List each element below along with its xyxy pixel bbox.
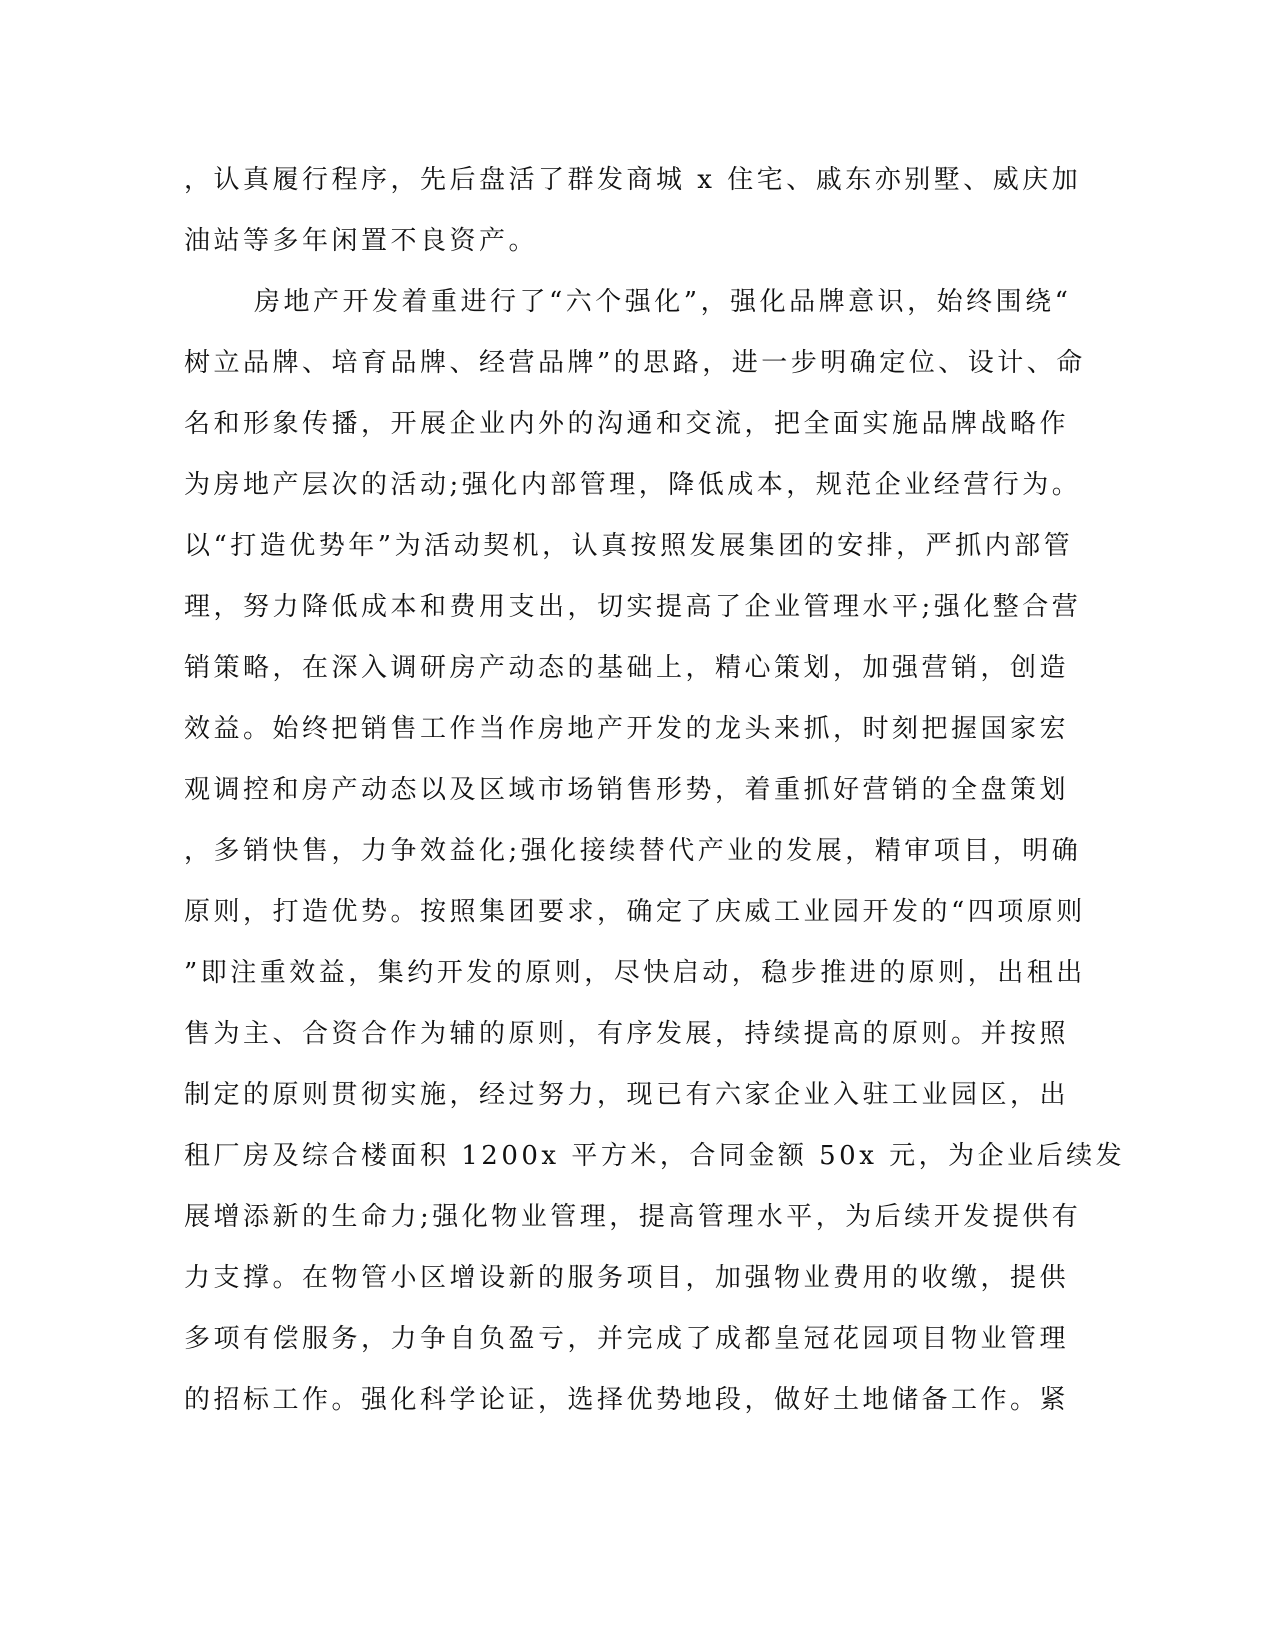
text-line: 名和形象传播，开展企业内外的沟通和交流，把全面实施品牌战略作 bbox=[184, 409, 1070, 439]
text-line: 油站等多年闲置不良资产。 bbox=[184, 226, 539, 256]
text-line: 原则，打造优势。按照集团要求，确定了庆威工业园开发的“四项原则 bbox=[184, 897, 1086, 927]
text-line: 以“打造优势年”为活动契机，认真按照发展集团的安排，严抓内部管 bbox=[184, 531, 1074, 561]
text-line: 效益。始终把销售工作当作房地产开发的龙头来抓，时刻把握国家宏 bbox=[184, 714, 1070, 744]
text-line: ”即注重效益，集约开发的原则，尽快启动，稳步推进的原则，出租出 bbox=[184, 958, 1086, 988]
text-line: 理，努力降低成本和费用支出，切实提高了企业管理水平;强化整合营 bbox=[184, 592, 1082, 622]
text-line: ，认真履行程序，先后盘活了群发商城 x 住宅、戚东亦别墅、威庆加 bbox=[184, 165, 1082, 195]
paragraph-first-line: 房地产开发着重进行了“六个强化”，强化品牌意识，始终围绕“ bbox=[254, 287, 1072, 317]
text-line: 观调控和房产动态以及区域市场销售形势，着重抓好营销的全盘策划 bbox=[184, 775, 1070, 805]
text-line: 为房地产层次的活动;强化内部管理，降低成本，规范企业经营行为。 bbox=[184, 470, 1082, 500]
text-line: 多项有偿服务，力争自负盈亏，并完成了成都皇冠花园项目物业管理 bbox=[184, 1324, 1070, 1354]
body-text bbox=[184, 150, 1126, 1431]
text-line: 制定的原则贯彻实施，经过努力，现已有六家企业入驻工业园区，出 bbox=[184, 1080, 1070, 1110]
text-line: 展增添新的生命力;强化物业管理，提高管理水平，为后续开发提供有 bbox=[184, 1202, 1082, 1232]
text-line: 的招标工作。强化科学论证，选择优势地段，做好土地储备工作。紧 bbox=[184, 1385, 1070, 1415]
text-line: 租厂房及综合楼面积 1200x 平方米，合同金额 50x 元，为企业后续发 bbox=[184, 1141, 1126, 1171]
text-line: 售为主、合资合作为辅的原则，有序发展，持续提高的原则。并按照 bbox=[184, 1019, 1070, 1049]
text-line: 销策略，在深入调研房产动态的基础上，精心策划，加强营销，创造 bbox=[184, 653, 1070, 683]
text-line: 力支撑。在物管小区增设新的服务项目，加强物业费用的收缴，提供 bbox=[184, 1263, 1070, 1293]
text-line: 树立品牌、培育品牌、经营品牌”的思路，进一步明确定位、设计、命 bbox=[184, 348, 1086, 378]
text-line: ，多销快售，力争效益化;强化接续替代产业的发展，精审项目，明确 bbox=[184, 836, 1082, 866]
